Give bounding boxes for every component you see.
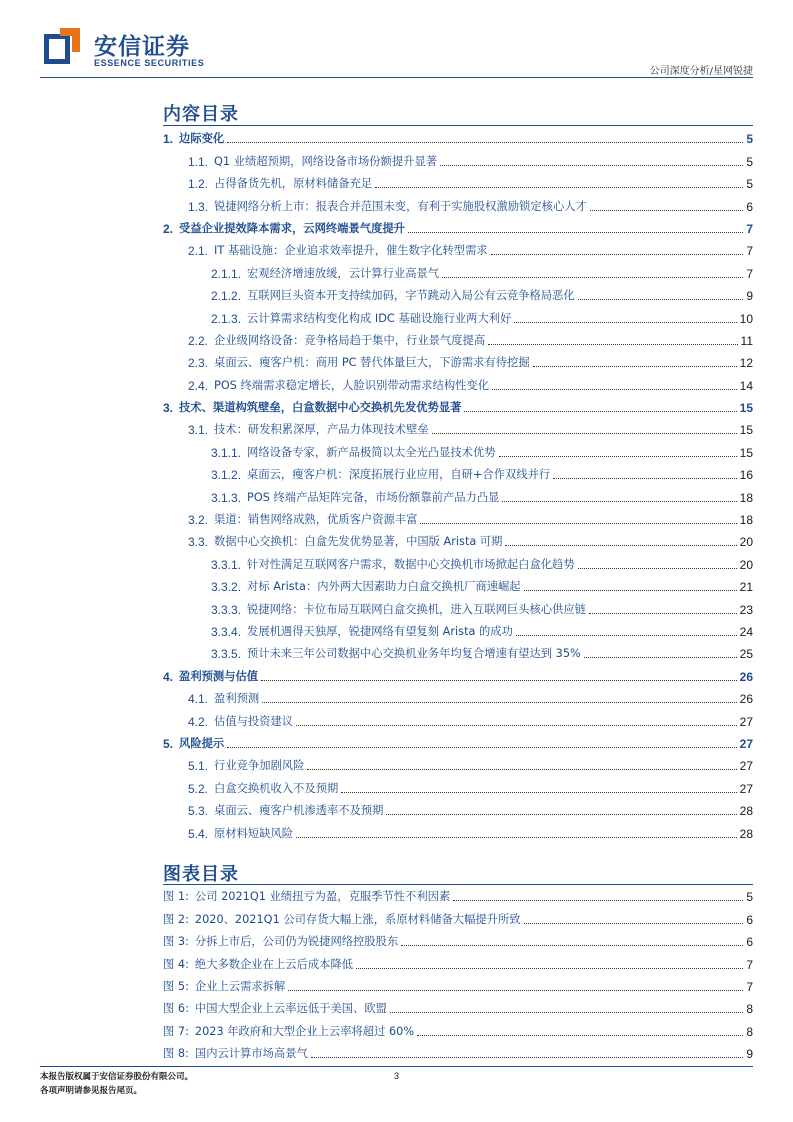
- figure-entry[interactable]: [163, 1019, 753, 1041]
- toc-entry-title: 渠道：销售网络成熟，优质客户资源丰富: [214, 513, 418, 527]
- toc-entry-number: 3.3.5.: [211, 647, 242, 662]
- toc-entry[interactable]: [163, 664, 753, 686]
- dot-leader: [356, 968, 743, 969]
- toc-entry-page: 5: [746, 177, 753, 192]
- toc-entry-title: 盈利预测与估值: [179, 669, 259, 683]
- toc-entry[interactable]: [163, 597, 753, 619]
- toc-entry[interactable]: [163, 732, 753, 754]
- figure-entry-page: 8: [746, 1024, 753, 1039]
- dot-leader: [590, 210, 743, 211]
- toc-entry-number: 5.3.: [188, 804, 209, 819]
- toc-entry[interactable]: [163, 440, 753, 462]
- figure-entry-page: 7: [746, 979, 753, 994]
- figure-entry-number: 图 4:: [163, 957, 189, 971]
- toc-entry-page: 28: [739, 826, 753, 841]
- toc-entry-title: 盈利预测: [214, 692, 260, 706]
- toc-entry[interactable]: [163, 485, 753, 507]
- figure-entry[interactable]: [163, 885, 753, 907]
- toc-entry-title: 占得备货先机，原材料储备充足: [214, 177, 373, 191]
- toc-entry-page: 18: [739, 490, 753, 505]
- toc-entry-number: 3.3.: [188, 535, 209, 550]
- toc-entry-page: 12: [739, 356, 753, 371]
- dot-leader: [440, 165, 743, 166]
- toc-entry-page: 27: [739, 781, 753, 796]
- toc-entry-number: 3.1.3.: [211, 490, 242, 505]
- figure-entry-number: 图 1:: [163, 890, 189, 904]
- toc-title-rule: [163, 125, 753, 126]
- toc-entry-page: 5: [746, 154, 753, 169]
- toc-entry-number: 2.: [163, 221, 174, 236]
- toc-entry-page: 11: [740, 333, 753, 348]
- toc-entry-title: 企业级网络设备：竞争格局趋于集中，行业景气度提高: [214, 333, 486, 347]
- toc-entry-title: 预计未来三年公司数据中心交换机业务年均复合增速有望达到 35%: [247, 647, 581, 661]
- toc-entry[interactable]: [163, 754, 753, 776]
- toc-entry-number: 4.2.: [188, 714, 209, 729]
- figure-entry-title: 公司 2021Q1 业绩扭亏为盈，克服季节性不利因素: [194, 890, 451, 904]
- toc-entry-title: 受益企业提效降本需求，云网终端景气度提升: [179, 221, 405, 235]
- toc-entry-page: 28: [739, 804, 753, 819]
- company-name-en: ESSENCE SECURITIES: [94, 58, 205, 68]
- figure-entry[interactable]: [163, 997, 753, 1019]
- dot-leader: [502, 501, 736, 502]
- toc-entry-title: 云计算需求结构变化构成 IDC 基础设施行业两大利好: [247, 311, 512, 325]
- dot-leader: [578, 568, 737, 569]
- toc-entry-title: 桌面云，瘦客户机：深度拓展行业应用，自研+合作双线并行: [247, 468, 551, 482]
- toc-entry-title: 行业竞争加剧风险: [214, 759, 305, 773]
- dot-leader: [296, 837, 737, 838]
- dot-leader: [311, 1057, 743, 1058]
- toc-entry-page: 15: [739, 445, 753, 460]
- toc-entry-title: 发展机遇得天独厚，锐捷网络有望复刻 Arista 的成功: [247, 624, 513, 638]
- toc-entry-number: 2.3.: [188, 356, 209, 371]
- toc-entry[interactable]: [163, 373, 753, 395]
- dot-leader: [589, 613, 737, 614]
- dot-leader: [453, 900, 743, 901]
- page-number: 3: [393, 1071, 399, 1081]
- toc-entry-title: 技术、渠道构筑壁垒，白盒数据中心交换机先发优势显著: [179, 401, 462, 415]
- toc-entry-title: 桌面云、瘦客户机：商用 PC 替代体量巨大，下游需求有待挖掘: [214, 356, 530, 370]
- toc-entry[interactable]: [163, 329, 753, 351]
- figure-entry-number: 图 2:: [163, 912, 189, 926]
- toc-entry-page: 24: [739, 624, 753, 639]
- dot-leader: [417, 1035, 743, 1036]
- footer-notice: 各项声明请参见报告尾页。: [40, 1086, 143, 1096]
- toc-entry-title: 网络设备专家，新产品极简以太全光凸显技术优势: [247, 445, 496, 459]
- toc-entry[interactable]: [163, 642, 753, 664]
- toc-entry-page: 14: [739, 378, 753, 393]
- dot-leader: [420, 523, 736, 524]
- toc-entry[interactable]: [163, 306, 753, 328]
- figures-title: 图表目录: [163, 864, 239, 885]
- toc-entry-title: Q1 业绩超预期，网络设备市场份额提升显著: [214, 154, 438, 168]
- figure-entry[interactable]: [163, 907, 753, 929]
- footer-copyright: 本报告版权属于安信证券股份有限公司。: [40, 1072, 194, 1082]
- toc-entry[interactable]: [163, 261, 753, 283]
- toc-entry-page: 15: [739, 423, 753, 438]
- figure-entry-number: 图 5:: [163, 979, 189, 993]
- dot-leader: [584, 657, 737, 658]
- dot-leader: [514, 322, 736, 323]
- dot-leader: [578, 299, 744, 300]
- toc-entry[interactable]: [163, 194, 753, 216]
- header-divider: [40, 77, 753, 78]
- toc-entry-page: 27: [739, 759, 753, 774]
- toc-entry-page: 18: [739, 513, 753, 528]
- figure-entry-title: 绝大多数企业在上云后成本降低: [194, 957, 354, 971]
- dot-leader: [261, 680, 737, 681]
- toc-entry-title: 互联网巨头资本开支持续加码，字节跳动入局公有云竞争格局恶化: [247, 289, 575, 303]
- dot-leader: [390, 1012, 743, 1013]
- dot-leader: [516, 635, 737, 636]
- toc-entry-number: 3.3.1.: [211, 557, 242, 572]
- toc-entry-page: 16: [739, 468, 753, 483]
- toc-entry-number: 4.1.: [188, 692, 209, 707]
- toc-entry-page: 26: [739, 669, 753, 684]
- dot-leader: [227, 747, 736, 748]
- dot-leader: [499, 456, 737, 457]
- dot-leader: [375, 187, 743, 188]
- toc-entry[interactable]: [163, 821, 753, 843]
- toc-entry-number: 1.1.: [188, 154, 209, 169]
- toc-entry-title: 针对性满足互联网客户需求，数据中心交换机市场掀起白盒化趋势: [247, 557, 575, 571]
- toc-entry-number: 3.3.2.: [211, 580, 242, 595]
- dot-leader: [553, 478, 736, 479]
- dot-leader: [408, 232, 743, 233]
- toc-entry-number: 2.4.: [188, 378, 209, 393]
- toc-entry-page: 7: [746, 221, 753, 236]
- footer-divider: [40, 1066, 753, 1067]
- toc-entry-title: 风险提示: [179, 736, 225, 750]
- essence-logo-icon: [42, 26, 82, 66]
- toc-entry-page: 20: [739, 535, 753, 550]
- toc-entry-title: 估值与投资建议: [214, 714, 294, 728]
- dot-leader: [505, 545, 736, 546]
- dot-leader: [432, 433, 737, 434]
- toc-entry[interactable]: [163, 575, 753, 597]
- page-header: [0, 0, 793, 80]
- toc-entry-number: 3.: [163, 401, 174, 416]
- toc-entry-title: 锐捷网络分析上市：报表合并范围未变，有利于实施股权激励锁定核心人才: [214, 199, 587, 213]
- toc-entry-page: 10: [739, 311, 753, 326]
- toc-entry-title: POS 终端产品矩阵完备，市场份额靠前产品力凸显: [247, 490, 500, 504]
- toc-entry-page: 6: [746, 199, 753, 214]
- toc-entry-title: 白盒交换机收入不及预期: [214, 781, 339, 795]
- toc-entry-title: POS 终端需求稳定增长，人脸识别带动需求结构性变化: [214, 378, 490, 392]
- figure-entry-title: 分拆上市后，公司仍为锐捷网络控股股东: [194, 935, 399, 949]
- figure-entry[interactable]: [163, 1042, 753, 1064]
- toc-entry-page: 27: [739, 736, 753, 751]
- dot-leader: [401, 945, 743, 946]
- dot-leader: [488, 344, 737, 345]
- toc-entry[interactable]: [163, 799, 753, 821]
- toc-entry-page: 26: [739, 692, 753, 707]
- toc-entry-title: 边际变化: [179, 132, 225, 146]
- toc-entry-page: 5: [746, 132, 753, 147]
- dot-leader: [464, 411, 736, 412]
- figure-entry-title: 国内云计算市场高景气: [194, 1047, 308, 1061]
- dot-leader: [524, 590, 737, 591]
- toc-entry-number: 3.1.: [188, 423, 209, 438]
- dot-leader: [262, 702, 736, 703]
- toc-entry-page: 20: [739, 557, 753, 572]
- toc-entry[interactable]: [163, 149, 753, 171]
- toc-entry[interactable]: [163, 687, 753, 709]
- toc-entry-number: 5.2.: [188, 781, 209, 796]
- figure-entry-page: 6: [746, 935, 753, 950]
- dot-leader: [341, 792, 736, 793]
- toc-entry-page: 7: [746, 244, 753, 259]
- toc-entry[interactable]: [163, 552, 753, 574]
- toc-entry[interactable]: [163, 351, 753, 373]
- figure-entry-title: 2023 年政府和大型企业上云率将超过 60%: [194, 1024, 415, 1038]
- table-of-contents: [163, 127, 753, 844]
- toc-entry[interactable]: [163, 217, 753, 239]
- toc-entry[interactable]: [163, 127, 753, 149]
- toc-entry-number: 2.2.: [188, 333, 209, 348]
- toc-entry-page: 23: [739, 602, 753, 617]
- toc-entry[interactable]: [163, 709, 753, 731]
- toc-entry-number: 3.1.1.: [211, 445, 242, 460]
- toc-entry-title: 数据中心交换机：白盒先发优势显著，中国版 Arista 可期: [214, 535, 503, 549]
- toc-entry[interactable]: [163, 418, 753, 440]
- toc-entry-number: 3.1.2.: [211, 468, 242, 483]
- toc-entry-number: 3.3.3.: [211, 602, 242, 617]
- toc-entry-page: 25: [739, 647, 753, 662]
- toc-entry-number: 3.3.4.: [211, 624, 242, 639]
- dot-leader: [227, 142, 743, 143]
- figure-entry-title: 2020、2021Q1 公司存货大幅上涨，系原材料储备大幅提升所致: [194, 912, 521, 926]
- toc-entry-page: 7: [746, 266, 753, 281]
- toc-entry[interactable]: [163, 239, 753, 261]
- toc-entry-title: 原材料短缺风险: [214, 826, 294, 840]
- toc-entry-number: 3.2.: [188, 513, 209, 528]
- toc-entry-number: 2.1.3.: [211, 311, 242, 326]
- toc-entry[interactable]: [163, 172, 753, 194]
- toc-entry-title: 锐捷网络：卡位布局互联网白盒交换机，进入互联网巨头核心供应链: [247, 602, 586, 616]
- toc-entry[interactable]: [163, 620, 753, 642]
- toc-entry-number: 5.1.: [188, 759, 209, 774]
- toc-entry-title: 桌面云、瘦客户机渗透率不及预期: [214, 804, 384, 818]
- figure-entry-page: 5: [746, 890, 753, 905]
- toc-entry-number: 2.1.2.: [211, 289, 242, 304]
- figure-entry-page: 7: [746, 957, 753, 972]
- toc-entry[interactable]: [163, 463, 753, 485]
- report-type: 公司深度分析/星网锐捷: [649, 66, 753, 77]
- figure-entry-title: 企业上云需求拆解: [194, 979, 286, 993]
- toc-entry[interactable]: [163, 284, 753, 306]
- dot-leader: [491, 254, 744, 255]
- figure-entry[interactable]: [163, 952, 753, 974]
- toc-entry-title: 技术：研发积累深厚，产品力体现技术壁垒: [214, 423, 429, 437]
- dot-leader: [386, 814, 736, 815]
- toc-entry-title: IT 基础设施：企业追求效率提升，催生数字化转型需求: [214, 244, 488, 258]
- toc-entry-title: 对标 Arista：内外两大因素助力白盒交换机厂商速崛起: [247, 580, 521, 594]
- toc-entry-number: 1.2.: [188, 177, 209, 192]
- toc-entry-number: 1.3.: [188, 199, 209, 214]
- toc-entry-number: 2.1.1.: [211, 266, 242, 281]
- toc-entry[interactable]: [163, 508, 753, 530]
- dot-leader: [296, 725, 737, 726]
- figure-entry-number: 图 3:: [163, 935, 189, 949]
- dot-leader: [524, 923, 744, 924]
- toc-entry[interactable]: [163, 396, 753, 418]
- toc-entry-page: 27: [739, 714, 753, 729]
- toc-entry[interactable]: [163, 776, 753, 798]
- toc-entry-number: 2.1.: [188, 244, 209, 259]
- dot-leader: [307, 769, 736, 770]
- figure-entry-number: 图 8:: [163, 1047, 189, 1061]
- figure-entry-title: 中国大型企业上云率远低于美国、欧盟: [194, 1002, 387, 1016]
- list-of-figures: [163, 885, 753, 1064]
- figure-entry-number: 图 7:: [163, 1024, 189, 1038]
- company-name-cn: 安信证券: [94, 34, 190, 60]
- toc-entry-number: 1.: [163, 132, 174, 147]
- toc-title: 内容目录: [163, 104, 239, 125]
- toc-entry-page: 15: [739, 401, 753, 416]
- figure-entry-page: 8: [746, 1002, 753, 1017]
- figure-entry-number: 图 6:: [163, 1002, 189, 1016]
- dot-leader: [492, 389, 737, 390]
- toc-entry-title: 宏观经济增速放缓，云计算行业高景气: [247, 266, 440, 280]
- toc-entry-number: 5.4.: [188, 826, 209, 841]
- figure-entry-page: 9: [746, 1047, 753, 1062]
- toc-entry-page: 21: [739, 580, 753, 595]
- toc-entry-number: 5.: [163, 736, 174, 751]
- dot-leader: [533, 366, 737, 367]
- toc-entry-number: 4.: [163, 669, 174, 684]
- figure-entry-page: 6: [746, 912, 753, 927]
- toc-entry-page: 9: [746, 289, 753, 304]
- dot-leader: [442, 277, 743, 278]
- toc-entry[interactable]: [163, 530, 753, 552]
- figure-entry[interactable]: [163, 930, 753, 952]
- figure-entry[interactable]: [163, 975, 753, 997]
- dot-leader: [288, 990, 743, 991]
